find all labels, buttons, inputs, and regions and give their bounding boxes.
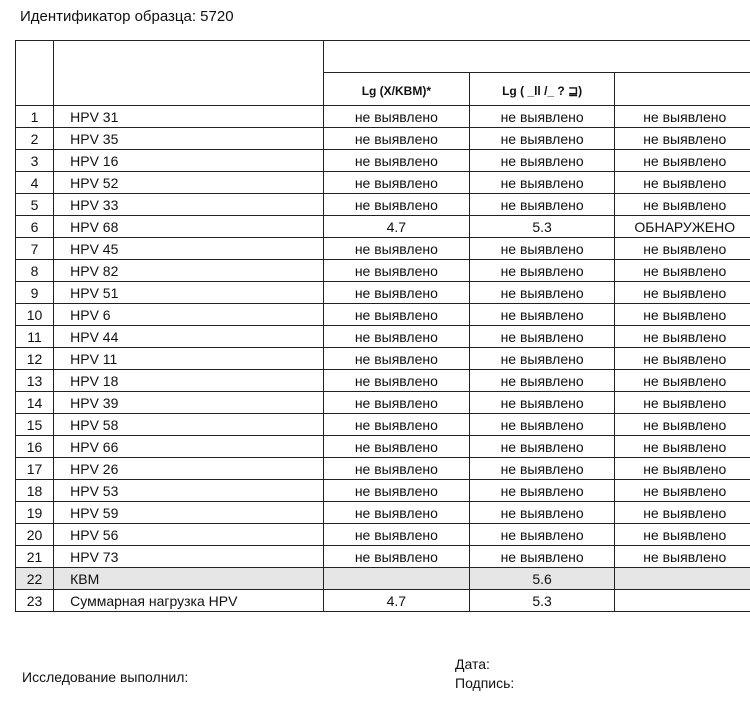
row-name: HPV 73 [54, 546, 324, 568]
row-result: не выявлено [615, 348, 750, 370]
total-value-2: 5.3 [469, 590, 615, 612]
row-value-2: не выявлено [469, 524, 615, 546]
row-result: не выявлено [615, 106, 750, 128]
header-name [54, 41, 324, 106]
performed-by-label: Исследование выполнил: [22, 669, 189, 685]
table-row [16, 370, 750, 392]
table-row [16, 194, 750, 216]
row-name: HPV 56 [54, 524, 324, 546]
table-body [16, 106, 750, 612]
row-value-1: не выявлено [323, 502, 469, 524]
date-label: Дата: [455, 656, 490, 672]
row-name: HPV 45 [54, 238, 324, 260]
table-header-row [16, 41, 750, 73]
results-table [15, 40, 750, 612]
row-value-2: не выявлено [469, 282, 615, 304]
row-name: HPV 31 [54, 106, 324, 128]
row-number: 15 [16, 414, 54, 436]
row-value-2: не выявлено [469, 348, 615, 370]
table-row [16, 282, 750, 304]
row-number: 1 [16, 106, 54, 128]
row-value-2: не выявлено [469, 106, 615, 128]
row-name: HPV 18 [54, 370, 324, 392]
row-value-1: не выявлено [323, 436, 469, 458]
table-row [16, 106, 750, 128]
row-value-1: не выявлено [323, 304, 469, 326]
row-result: не выявлено [615, 304, 750, 326]
row-result: не выявлено [615, 480, 750, 502]
row-value-1: не выявлено [323, 282, 469, 304]
row-number: 17 [16, 458, 54, 480]
row-result: не выявлено [615, 172, 750, 194]
row-number: 18 [16, 480, 54, 502]
row-number: 11 [16, 326, 54, 348]
total-number: 23 [16, 590, 54, 612]
row-number: 6 [16, 216, 54, 238]
row-value-1: не выявлено [323, 106, 469, 128]
row-number: 2 [16, 128, 54, 150]
row-value-2: не выявлено [469, 172, 615, 194]
row-value-1: не выявлено [323, 194, 469, 216]
row-value-1: не выявлено [323, 458, 469, 480]
header-col1-unit: Lg (X/KBM)* [361, 84, 432, 98]
row-value-1: не выявлено [323, 172, 469, 194]
table-row [16, 414, 750, 436]
table-row [16, 392, 750, 414]
row-value-1: не выявлено [323, 150, 469, 172]
row-name: HPV 16 [54, 150, 324, 172]
header-number [16, 41, 54, 106]
row-result: не выявлено [615, 326, 750, 348]
row-name: HPV 68 [54, 216, 324, 238]
row-result: не выявлено [615, 238, 750, 260]
row-number: 19 [16, 502, 54, 524]
table-row [16, 216, 750, 238]
kvm-row [16, 568, 750, 590]
kvm-value-1 [323, 568, 469, 590]
row-number: 21 [16, 546, 54, 568]
row-value-2: не выявлено [469, 480, 615, 502]
header-col3-label [615, 87, 750, 91]
row-value-2: не выявлено [469, 392, 615, 414]
row-name: HPV 35 [54, 128, 324, 150]
header-col1 [323, 73, 469, 106]
table-row [16, 150, 750, 172]
row-value-2: не выявлено [469, 128, 615, 150]
sample-id: Идентификатор образца: 5720 [20, 8, 234, 25]
row-result: не выявлено [615, 150, 750, 172]
row-name: HPV 52 [54, 172, 324, 194]
row-result: ОБНАРУЖЕНО [615, 216, 750, 238]
row-name: HPV 26 [54, 458, 324, 480]
row-result: не выявлено [615, 128, 750, 150]
row-name: HPV 58 [54, 414, 324, 436]
row-value-2: не выявлено [469, 458, 615, 480]
kvm-name: КВМ [54, 568, 324, 590]
row-name: HPV 51 [54, 282, 324, 304]
table-row [16, 502, 750, 524]
table-row [16, 326, 750, 348]
table-row [16, 238, 750, 260]
row-name: HPV 59 [54, 502, 324, 524]
table-row [16, 128, 750, 150]
row-result: не выявлено [615, 370, 750, 392]
row-number: 4 [16, 172, 54, 194]
row-value-2: не выявлено [469, 304, 615, 326]
row-value-1: не выявлено [323, 128, 469, 150]
row-result: не выявлено [615, 502, 750, 524]
row-result: не выявлено [615, 436, 750, 458]
row-number: 7 [16, 238, 54, 260]
row-value-2: не выявлено [469, 502, 615, 524]
row-name: HPV 66 [54, 436, 324, 458]
table-row [16, 436, 750, 458]
table-row [16, 546, 750, 568]
row-number: 5 [16, 194, 54, 216]
table-row [16, 458, 750, 480]
kvm-value-2: 5.6 [469, 568, 615, 590]
row-value-2: не выявлено [469, 436, 615, 458]
row-number: 9 [16, 282, 54, 304]
row-value-2: не выявлено [469, 194, 615, 216]
header-col3 [615, 73, 750, 106]
row-value-1: не выявлено [323, 414, 469, 436]
row-result: не выявлено [615, 392, 750, 414]
row-number: 12 [16, 348, 54, 370]
total-name: Суммарная нагрузка HPV [54, 590, 324, 612]
row-number: 16 [16, 436, 54, 458]
row-result: не выявлено [615, 260, 750, 282]
row-value-1: не выявлено [323, 348, 469, 370]
row-value-2: не выявлено [469, 414, 615, 436]
row-value-1: не выявлено [323, 392, 469, 414]
row-value-2: не выявлено [469, 150, 615, 172]
total-result [615, 590, 750, 612]
table-row [16, 304, 750, 326]
row-name: HPV 11 [54, 348, 324, 370]
row-result: не выявлено [615, 194, 750, 216]
header-col2-unit: Lg ( _ll /_ ? ⊒) [502, 84, 583, 98]
total-row [16, 590, 750, 612]
table-row [16, 260, 750, 282]
row-number: 3 [16, 150, 54, 172]
row-value-1: не выявлено [323, 238, 469, 260]
row-name: HPV 39 [54, 392, 324, 414]
row-number: 8 [16, 260, 54, 282]
row-value-1: не выявлено [323, 260, 469, 282]
header-group [323, 41, 750, 73]
row-value-2: не выявлено [469, 546, 615, 568]
table-row [16, 524, 750, 546]
row-value-1: не выявлено [323, 370, 469, 392]
row-value-2: не выявлено [469, 238, 615, 260]
table-row [16, 348, 750, 370]
row-name: HPV 33 [54, 194, 324, 216]
row-value-2: не выявлено [469, 326, 615, 348]
row-result: не выявлено [615, 414, 750, 436]
row-name: HPV 44 [54, 326, 324, 348]
kvm-result [615, 568, 750, 590]
row-number: 20 [16, 524, 54, 546]
total-value-1: 4.7 [323, 590, 469, 612]
row-value-2: не выявлено [469, 260, 615, 282]
row-name: HPV 82 [54, 260, 324, 282]
table-row [16, 172, 750, 194]
row-result: не выявлено [615, 524, 750, 546]
kvm-number: 22 [16, 568, 54, 590]
row-result: не выявлено [615, 458, 750, 480]
row-value-1: не выявлено [323, 480, 469, 502]
row-value-1: не выявлено [323, 326, 469, 348]
row-value-1: 4.7 [323, 216, 469, 238]
row-name: HPV 53 [54, 480, 324, 502]
row-name: HPV 6 [54, 304, 324, 326]
header-col2 [469, 73, 615, 106]
row-number: 14 [16, 392, 54, 414]
row-result: не выявлено [615, 546, 750, 568]
row-value-1: не выявлено [323, 524, 469, 546]
row-result: не выявлено [615, 282, 750, 304]
row-value-2: не выявлено [469, 370, 615, 392]
row-value-1: не выявлено [323, 546, 469, 568]
table-row [16, 480, 750, 502]
signature-label: Подпись: [455, 675, 515, 691]
row-number: 10 [16, 304, 54, 326]
row-number: 13 [16, 370, 54, 392]
row-value-2: 5.3 [469, 216, 615, 238]
